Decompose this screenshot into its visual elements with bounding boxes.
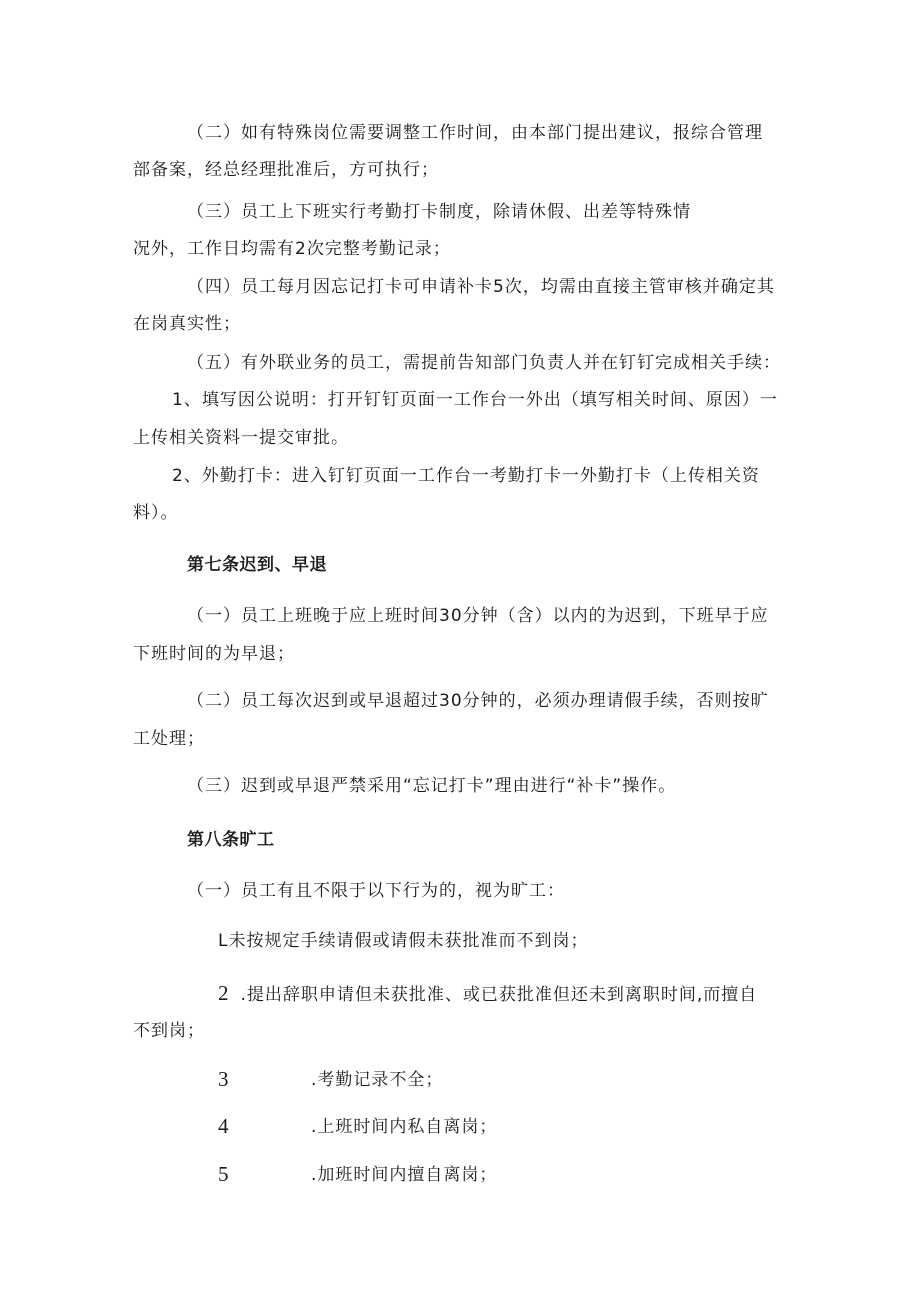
paragraph-2-line-2: 部备案，经总经理批准后，方可执行； xyxy=(133,160,439,180)
paragraph-2-line-1: （二）如有特殊岗位需要调整工作时间，由本部门提出建议，报综合管理 xyxy=(187,123,763,143)
paragraph-5-line-1: （五）有外联业务的员工，需提前告知部门负责人并在钉钉完成相关手续： xyxy=(187,353,781,373)
article-7-paragraph-2-line-2: 工处理； xyxy=(133,729,205,749)
absence-item-4-text: .上班时间内私自离岗； xyxy=(311,1117,498,1137)
paragraph-4-line-2: 在岗真实性； xyxy=(133,314,241,334)
absence-item-1: L未按规定手续请假或请假未获批准而不到岗； xyxy=(218,931,589,951)
article-8-paragraph-1: （一）员工有且不限于以下行为的，视为旷工： xyxy=(187,881,565,901)
absence-item-3-number: 3 xyxy=(218,1067,229,1091)
paragraph-4-line-1: （四）员工每月因忘记打卡可申请补卡5次，均需由直接主管审核并确定其 xyxy=(187,277,775,297)
absence-item-3 xyxy=(218,1068,229,1092)
paragraph-3-line-2: 况外，工作日均需有2次完整考勤记录； xyxy=(133,239,451,259)
sub-item-2-line-1: 2、外勤打卡：进入钉钉页面一工作台一考勤打卡一外勤打卡（上传相关资 xyxy=(172,466,760,486)
sub-item-1-line-1: 1、填写因公说明：打开钉钉页面一工作台一外出（填写相关时间、原因）一 xyxy=(172,390,778,410)
absence-item-2-line-2: 不到岗； xyxy=(133,1021,205,1041)
absence-item-4-number: 4 xyxy=(218,1114,229,1138)
absence-item-2-number: 2 xyxy=(218,981,229,1005)
absence-item-4 xyxy=(218,1115,229,1139)
paragraph-3-line-1: （三）员工上下班实行考勤打卡制度，除请休假、出差等特殊情 xyxy=(187,202,691,222)
article-7-paragraph-1-line-2: 下班时间的为早退； xyxy=(133,644,295,664)
article-7-paragraph-2-line-1: （二）员工每次迟到或早退超过30分钟的，必须办理请假手续，否则按旷 xyxy=(187,691,769,711)
absence-item-3-text: .考勤记录不全； xyxy=(311,1070,444,1090)
article-8-heading: 第八条旷工 xyxy=(187,830,275,850)
absence-item-5-number: 5 xyxy=(218,1162,229,1186)
sub-item-2-line-2: 料）。 xyxy=(133,503,179,523)
absence-item-5-text: .加班时间内擅自离岗； xyxy=(311,1165,498,1185)
article-7-paragraph-1-line-1: （一）员工上班晚于应上班时间30分钟（含）以内的为迟到，下班早于应 xyxy=(187,606,769,626)
absence-item-2-line-1 xyxy=(218,982,757,1006)
article-7-paragraph-3: （三）迟到或早退严禁采用“忘记打卡”理由进行“补卡”操作。 xyxy=(187,776,677,796)
sub-item-1-line-2: 上传相关资料一提交审批。 xyxy=(133,428,349,448)
absence-item-2-text: .提出辞职申请但未获批准、或已获批准但还未到离职时间,而擅自 xyxy=(240,985,758,1005)
article-7-heading: 第七条迟到、早退 xyxy=(187,555,327,575)
absence-item-5 xyxy=(218,1163,229,1187)
